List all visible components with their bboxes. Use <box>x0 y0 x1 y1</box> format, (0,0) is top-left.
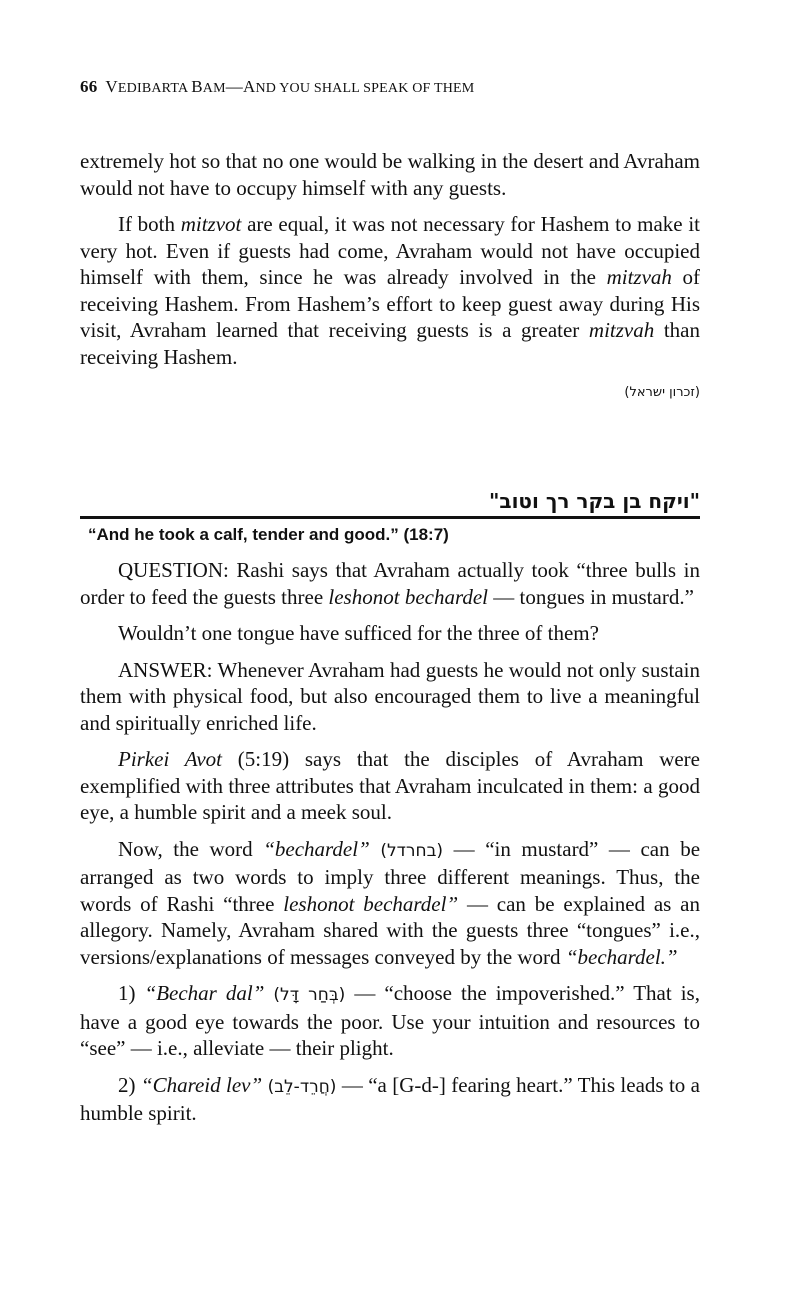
text-run: — “a [G-d-] fearing heart.” This leads to a humble spirit. <box>80 1072 700 1125</box>
paragraph <box>80 836 700 971</box>
hebrew-verse-title: "ויקח בן בקר רך וטוב" <box>488 489 700 513</box>
section-heading <box>80 488 700 545</box>
running-header <box>80 77 474 97</box>
italic-term: Pirkei Avot <box>118 747 223 771</box>
header-title-part: B <box>191 77 203 96</box>
english-verse-title: “And he took a calf, tender and good.” (18:7) <box>88 525 449 544</box>
italic-term: mitzvot <box>180 212 242 236</box>
answer-paragraph: ANSWER: Whenever Avraham had guests he would not only sustain them with physical food, but also encouraged them to live a meaningful and spiritually enriched life. <box>80 657 700 735</box>
italic-term: leshonot bechardel” <box>283 891 459 916</box>
text-run: — tongues in mustard.” <box>488 584 694 609</box>
paragraph: Wouldn’t one tongue have sufficed for the three of them? <box>118 621 599 645</box>
paragraph <box>80 211 700 370</box>
italic-term: “Bechar dal” <box>144 981 265 1005</box>
text-run: are equal, it was not necessary for Hashem to make it very hot. Even if guests had come, Avraham would not have occupied himself with them, since he was already involved in the <box>80 212 700 289</box>
header-title-part: ND YOU SHALL SPEAK OF THEM <box>255 81 475 96</box>
text-run: of receiving Hashem. From Hashem’s effort to keep guest away during His visit, Avraham learned that receiving guests is a greater <box>80 265 700 342</box>
text-run: QUESTION: Rashi says that Avraham actually took “three bulls in order to feed the guests three <box>80 558 700 609</box>
italic-term: mitzvah <box>588 318 655 342</box>
italic-term: “bechardel.” <box>565 944 678 969</box>
list-item <box>80 980 700 1062</box>
italic-term: leshonot bechardel <box>328 584 489 609</box>
hebrew-inline: (בחרדל) <box>380 840 444 861</box>
list-item <box>80 1072 700 1127</box>
text-run: — can be explained as an allegory. Namely, Avraham shared with the guests three “tongues” i.e., versions/explanations of messages conveyed by the word <box>80 891 700 969</box>
header-title-part: EDIBARTA <box>117 81 192 96</box>
text-run: 2) <box>118 1072 141 1097</box>
text-run: — “in mustard” — can be arranged as two words to imply three different meanings. Thus, the words of Rashi “three <box>80 836 701 916</box>
text-run: (5:19) says that the disciples of Avraham were exemplified with three attributes that Avraham inculcated in them: a good eye, a humble spirit and a meek soul. <box>80 747 700 824</box>
text-run: If both <box>118 212 181 236</box>
source-citation: (זכרון ישראל) <box>624 385 700 400</box>
text-run: — “choose the impoverished.” That is, have a good eye towards the poor. Use your intuition and resources to “see” — i.e., alleviate — their plight. <box>80 981 700 1060</box>
header-title-part: AM <box>202 81 226 96</box>
text-run: Now, the word <box>118 836 264 861</box>
italic-term: “Chareid lev” <box>140 1072 263 1097</box>
text-run: than receiving Hashem. <box>80 318 701 369</box>
continued-text <box>80 148 700 407</box>
paragraph: extremely hot so that no one would be walking in the desert and Avraham would not have to occupy himself with any guests. <box>80 149 700 200</box>
section-body <box>80 557 700 1137</box>
paragraph <box>80 746 700 826</box>
page-number: 66 <box>80 77 98 96</box>
question-paragraph <box>80 557 700 610</box>
header-title-part: V <box>105 77 118 96</box>
italic-term: “bechardel” <box>263 836 370 861</box>
hebrew-inline: (חֲרֵד-לֵב) <box>267 1076 337 1097</box>
hebrew-inline: (בְּחַר דָּל) <box>273 985 346 1005</box>
header-title-part: —A <box>225 77 256 96</box>
text-run: 1) <box>118 981 145 1005</box>
italic-term: mitzvah <box>606 265 672 289</box>
